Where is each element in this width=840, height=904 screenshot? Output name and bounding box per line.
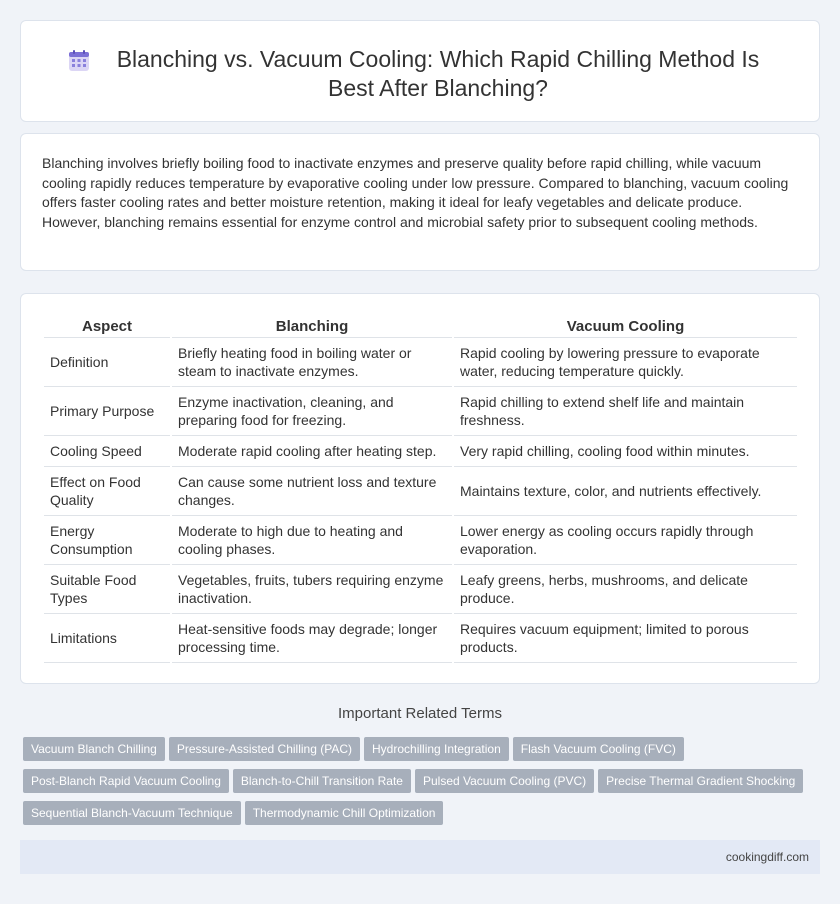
cell-vacuum: Rapid chilling to extend shelf life and maintain freshness. — [454, 387, 797, 436]
tag-row — [23, 769, 823, 801]
table-row — [44, 467, 797, 516]
header-aspect: Aspect — [44, 316, 170, 338]
cell-blanching: Moderate to high due to heating and cooling phases. — [172, 516, 452, 565]
related-term-tag[interactable]: Post-Blanch Rapid Vacuum Cooling — [23, 769, 229, 793]
table-header-row — [44, 316, 797, 338]
cell-vacuum: Leafy greens, herbs, mushrooms, and delicate produce. — [454, 565, 797, 614]
related-term-tag[interactable]: Sequential Blanch-Vacuum Technique — [23, 801, 241, 825]
cell-blanching: Can cause some nutrient loss and texture changes. — [172, 467, 452, 516]
table-row — [44, 436, 797, 467]
cell-aspect: Definition — [44, 338, 170, 387]
cell-blanching: Enzyme inactivation, cleaning, and preparing food for freezing. — [172, 387, 452, 436]
header-blanching: Blanching — [172, 316, 452, 338]
intro-paragraph: Blanching involves briefly boiling food to inactivate enzymes and preserve quality before rapid chilling, while vacuum cooling rapidly reduces temperature by evaporative cooling under low pressure. Compared to blanching, vacuum cooling offers faster cooling rates and better moisture retention, making it ideal for leafy vegetables and delicate produce. However, blanching remains essential for enzyme control and microbial safety prior to subsequent cooling methods. — [42, 155, 789, 230]
related-term-tag[interactable]: Blanch-to-Chill Transition Rate — [233, 769, 411, 793]
page-title: Blanching vs. Vacuum Cooling: Which Rapid Chilling Method Is Best After Blanching? — [116, 46, 760, 101]
title-card — [20, 20, 820, 122]
cell-blanching: Heat-sensitive foods may degrade; longer processing time. — [172, 614, 452, 663]
related-terms-heading: Important Related Terms — [338, 705, 502, 722]
cell-blanching: Moderate rapid cooling after heating step. — [172, 436, 452, 467]
related-term-tag[interactable]: Precise Thermal Gradient Shocking — [598, 769, 803, 793]
table-row — [44, 565, 797, 614]
cell-aspect: Energy Consumption — [44, 516, 170, 565]
related-term-tag[interactable]: Pulsed Vacuum Cooling (PVC) — [415, 769, 594, 793]
cell-vacuum: Rapid cooling by lowering pressure to evaporate water, reducing temperature quickly. — [454, 338, 797, 387]
cell-aspect: Cooling Speed — [44, 436, 170, 467]
tag-row — [23, 801, 823, 833]
related-terms-list — [23, 737, 823, 833]
cell-blanching: Briefly heating food in boiling water or steam to inactivate enzymes. — [172, 338, 452, 387]
related-term-tag[interactable]: Flash Vacuum Cooling (FVC) — [513, 737, 684, 761]
related-term-tag[interactable]: Vacuum Blanch Chilling — [23, 737, 165, 761]
comparison-card — [20, 293, 820, 684]
table-row — [44, 338, 797, 387]
cell-vacuum: Maintains texture, color, and nutrients effectively. — [454, 467, 797, 516]
intro-card — [20, 133, 820, 271]
related-term-tag[interactable]: Pressure-Assisted Chilling (PAC) — [169, 737, 360, 761]
footer-site-link[interactable]: cookingdiff.com — [725, 850, 809, 864]
header-vacuum-cooling: Vacuum Cooling — [454, 316, 797, 338]
cell-blanching: Vegetables, fruits, tubers requiring enzyme inactivation. — [172, 565, 452, 614]
comparison-table — [42, 316, 799, 663]
table-row — [44, 387, 797, 436]
cell-vacuum: Very rapid chilling, cooling food within minutes. — [454, 436, 797, 467]
cell-aspect: Primary Purpose — [44, 387, 170, 436]
cell-vacuum: Requires vacuum equipment; limited to porous products. — [454, 614, 797, 663]
tag-row — [23, 737, 823, 769]
table-row — [44, 614, 797, 663]
cell-vacuum: Lower energy as cooling occurs rapidly through evaporation. — [454, 516, 797, 565]
related-term-tag[interactable]: Hydrochilling Integration — [364, 737, 509, 761]
cell-aspect: Limitations — [44, 614, 170, 663]
cell-aspect: Effect on Food Quality — [44, 467, 170, 516]
table-row — [44, 516, 797, 565]
cell-aspect: Suitable Food Types — [44, 565, 170, 614]
related-term-tag[interactable]: Thermodynamic Chill Optimization — [245, 801, 444, 825]
footer — [20, 840, 820, 874]
